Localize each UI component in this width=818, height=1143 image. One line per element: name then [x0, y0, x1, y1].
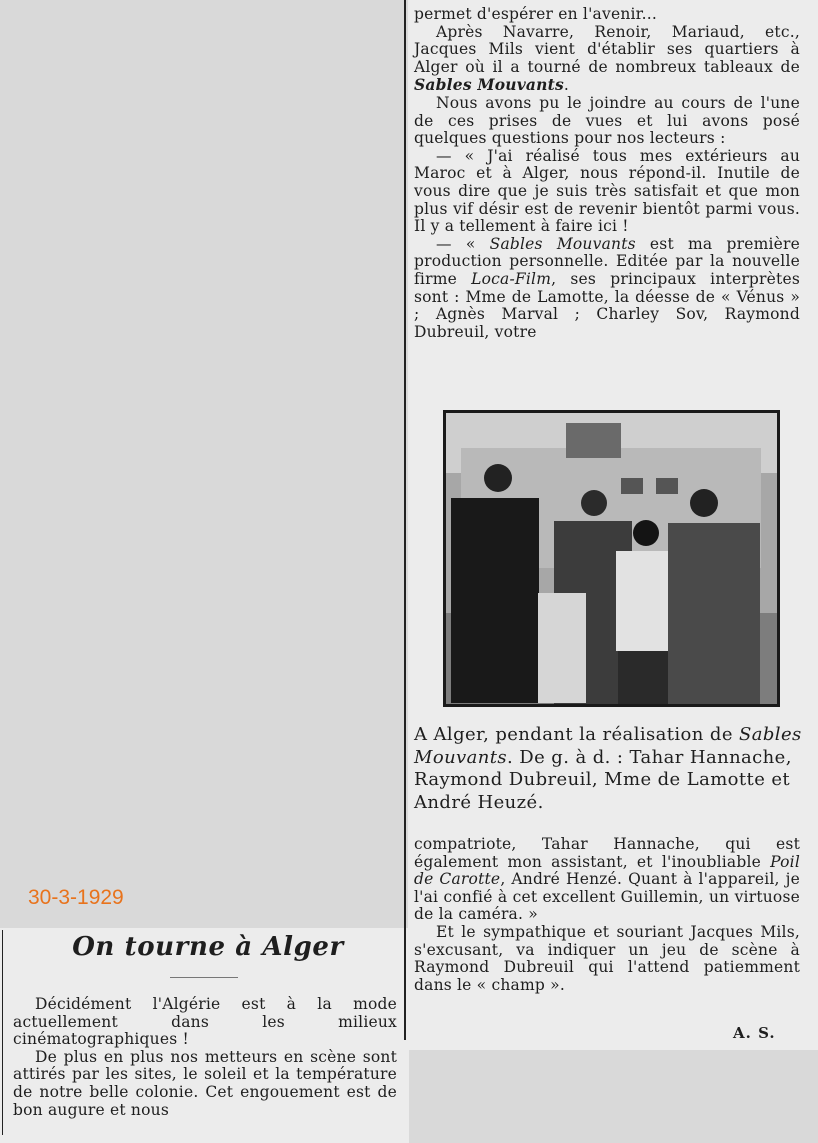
headline-divider — [170, 977, 238, 978]
quote-paragraph: — « Sables Mouvants est ma première production personnelle. Editée par la nouvelle firme Loca-Film, ses principaux interprètes sont : Mme de Lamotte, la déesse de « Vénus » ; Agnès Marval ; Charley Sov, Raymond Dubreuil, votre — [414, 234, 800, 341]
article-photograph — [443, 410, 780, 707]
photo-illustration — [446, 413, 777, 704]
quote-paragraph: — « J'ai réalisé tous mes extérieurs au Maroc et à Alger, nous répond-il. Inutile de vous dire que je suis très satisfait et que mon plus vif désir est de revenir bientôt parmi vous. Il y a tellement à faire ici ! — [414, 146, 800, 236]
article-headline: On tourne à Alger — [72, 932, 344, 962]
paragraph: Décidément l'Algérie est à la mode actuellement dans les milieux cinématographiques ! — [13, 995, 397, 1049]
right-column-lower-text — [414, 836, 800, 994]
left-column-text — [13, 996, 397, 1119]
column-rule-right — [404, 0, 406, 1040]
right-column-upper-text — [414, 6, 800, 341]
date-stamp: 30-3-1929 — [28, 886, 124, 909]
paragraph: Après Navarre, Renoir, Mariaud, etc., Jacques Mils vient d'établir ses quartiers à Alger où il a tourné de nombreux tableaux de Sables Mouvants. — [414, 22, 800, 95]
paragraph: Et le sympathique et souriant Jacques Mils, s'excusant, va indiquer un jeu de scène à Raymond Dubreuil qui l'attend patiemment dans le « champ ». — [414, 922, 800, 994]
author-signature: A. S. — [733, 1024, 776, 1042]
column-rule-left — [2, 930, 3, 1135]
paragraph: De plus en plus nos metteurs en scène sont attirés par les sites, le soleil et la température de notre belle colonie. Cet engouement est de bon augure et nous — [13, 1047, 397, 1119]
paragraph: Nous avons pu le joindre au cours de l'une de ces prises de vues et lui avons posé quelques questions pour nos lecteurs : — [414, 93, 800, 148]
paragraph: compatriote, Tahar Hannache, qui est également mon assistant, et l'inoubliable Poil de Carotte, André Henzé. Quant à l'appareil, je l'ai confié à cet excellent Guillemin, un virtuose de la caméra. » — [414, 835, 800, 924]
photo-caption: A Alger, pendant la réalisation de Sables Mouvants. De g. à d. : Tahar Hannache, Raymond Dubreuil, Mme de Lamotte et André Heuzé. — [414, 724, 802, 813]
paragraph: permet d'espérer en l'avenir... — [414, 5, 657, 23]
